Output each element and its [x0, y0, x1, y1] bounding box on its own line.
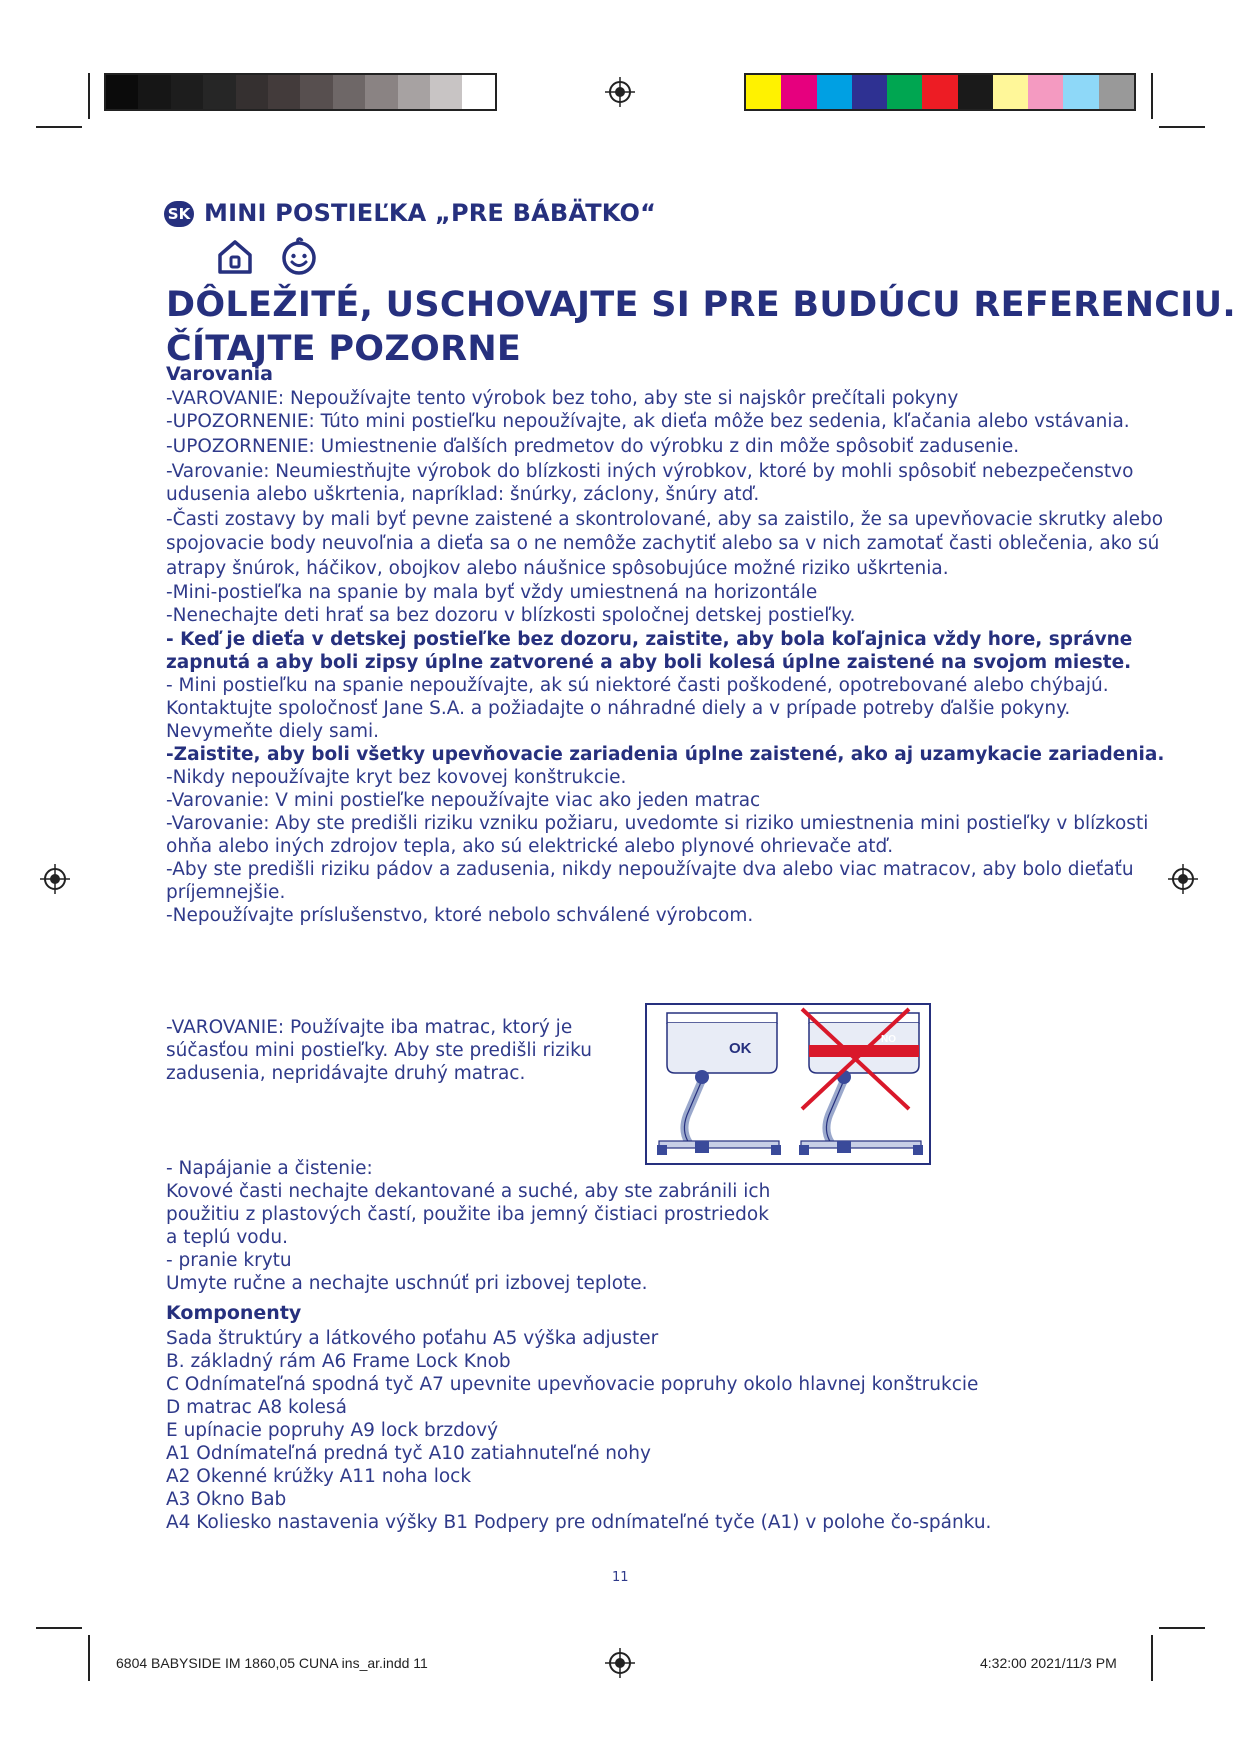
gray-swatch: [106, 75, 138, 109]
warning-line: -Nikdy nepoužívajte kryt bez kovovej konštrukcie.: [166, 767, 627, 788]
warning-line: -Nepoužívajte príslušenstvo, ktoré nebolo schválené výrobcom.: [166, 905, 754, 926]
crop-mark-bottom-right-h: [1159, 1627, 1205, 1629]
care-line: - Napájanie a čistenie:: [166, 1158, 373, 1179]
color-swatch: [887, 75, 922, 109]
component-line: A3 Okno Bab: [166, 1489, 287, 1510]
care-line: Kovové časti nechajte dekantované a suché, aby ste zabránili ich: [166, 1181, 771, 1202]
warning-line: -Časti zostavy by mali byť pevne zaistené a skontrolované, aby sa zaistilo, že sa upevňovacie skrutky alebo: [166, 509, 1164, 530]
crop-mark-top-left-v: [88, 73, 90, 119]
crop-mark-bottom-right-v: [1151, 1635, 1153, 1681]
warning-line-bold: zapnutá a aby boli zipsy úplne zatvorené a aby boli kolesá úplne zaistené na svojom mieste.: [166, 652, 1132, 673]
color-swatch: [746, 75, 781, 109]
mattress-warning-line: zadusenia, nepridávajte druhý matrac.: [166, 1063, 526, 1084]
color-swatch: [958, 75, 993, 109]
no-crib-drawing: [799, 1009, 923, 1155]
warning-line: -UPOZORNENIE: Túto mini postieľku nepoužívajte, ak dieťa môže bez sedenia, kľačania alebo vstávania.: [166, 411, 1130, 432]
gray-swatch: [268, 75, 300, 109]
mattress-warning-line: súčasťou mini postieľky. Aby ste predišli riziku: [166, 1040, 592, 1061]
color-swatch: [852, 75, 887, 109]
color-swatch: [993, 75, 1028, 109]
care-line: Umyte ručne a nechajte uschnúť pri izbovej teplote.: [166, 1273, 648, 1294]
gray-swatch: [333, 75, 365, 109]
mattress-illustration: [647, 1005, 929, 1163]
warning-line: Nevymeňte diely sami.: [166, 721, 380, 742]
crop-mark-top-right-h: [1159, 126, 1205, 128]
color-swatch: [1099, 75, 1134, 109]
footer-file-info: 6804 BABYSIDE IM 1860,05 CUNA ins_ar.indd 11: [116, 1655, 428, 1671]
component-line: A1 Odnímateľná predná tyč A10 zatiahnuteľné nohy: [166, 1443, 651, 1464]
grayscale-color-bar: [104, 73, 497, 111]
warning-line: ohňa alebo iných zdrojov tepla, ako sú elektrické alebo plynové ohrievače atď.: [166, 836, 894, 857]
color-swatch: [781, 75, 816, 109]
gray-swatch: [236, 75, 268, 109]
registration-mark-left: [40, 864, 70, 894]
care-line: použitiu z plastových častí, použite iba jemný čistiaci prostriedok: [166, 1204, 769, 1225]
registration-mark-right: [1168, 864, 1198, 894]
registration-mark-top: [605, 77, 635, 107]
page-number: 11: [612, 1570, 629, 1585]
warning-line: -Varovanie: Neumiestňujte výrobok do blízkosti iných výrobkov, ktoré by mohli spôsobiť nebezpečenstvo: [166, 461, 1134, 482]
warning-line: príjemnejšie.: [166, 882, 286, 903]
color-swatch: [922, 75, 957, 109]
warning-line: atrapy šnúrok, háčikov, obojkov alebo náušnice spôsobujúce možné riziko uškrtenia.: [166, 558, 949, 579]
color-swatch: [1028, 75, 1063, 109]
registration-mark-bottom: [605, 1648, 635, 1678]
components-heading: Komponenty: [166, 1302, 302, 1324]
warning-line: -VAROVANIE: Nepoužívajte tento výrobok bez toho, aby ste si najskôr prečítali pokyny: [166, 388, 959, 409]
warning-line: -Aby ste predišli riziku pádov a zadusenia, nikdy nepoužívajte dva alebo viac matracov, aby bolo dieťaťu: [166, 859, 1134, 880]
warning-line: -Varovanie: Aby ste predišli riziku vzniku požiaru, uvedomte si riziko umiestnenia mini postieľky v blízkosti: [166, 813, 1149, 834]
mattress-figure: [645, 1003, 931, 1165]
mattress-warning-line: -VAROVANIE: Používajte iba matrac, ktorý je: [166, 1017, 573, 1038]
component-line: D matrac A8 kolesá: [166, 1397, 347, 1418]
figure-no-label: NO: [881, 1034, 896, 1045]
warning-line-bold: -Zaistite, aby boli všetky upevňovacie zariadenia úplne zaistené, ako aj uzamykacie zariadenia.: [166, 744, 1165, 765]
warnings-heading: Varovania: [166, 363, 273, 385]
component-line: E upínacie popruhy A9 lock brzdový: [166, 1420, 499, 1441]
crop-mark-top-right-v: [1151, 73, 1153, 119]
main-title-line-1: DÔLEŽITÉ, USCHOVAJTE SI PRE BUDÚCU REFERENCIU.: [166, 285, 1236, 325]
warning-line-bold: - Keď je dieťa v detskej postieľke bez dozoru, zaistite, aby bola koľajnica vždy hore, správne: [166, 629, 1133, 650]
gray-swatch: [430, 75, 462, 109]
component-line: A4 Koliesko nastavenia výšky B1 Podpery pre odnímateľné tyče (A1) v polohe čo-spánku.: [166, 1512, 992, 1533]
warning-line: -Nenechajte deti hrať sa bez dozoru v blízkosti spoločnej detskej postieľky.: [166, 605, 856, 626]
care-line: - pranie krytu: [166, 1250, 292, 1271]
main-title-line-2: ČÍTAJTE POZORNE: [166, 329, 522, 369]
crop-mark-bottom-left-h: [36, 1627, 82, 1629]
color-swatch: [817, 75, 852, 109]
gray-swatch: [300, 75, 332, 109]
warning-line: -Mini-postieľka na spanie by mala byť vždy umiestnená na horizontále: [166, 582, 818, 603]
care-line: a teplú vodu.: [166, 1227, 288, 1248]
main-title: [166, 283, 1236, 371]
warning-line: spojovacie body neuvoľnia a dieťa sa o ne nemôže zachytiť alebo sa v nich zamotať časti oblečenia, ako sú: [166, 533, 1160, 554]
component-line: Sada štruktúry a látkového poťahu A5 výška adjuster: [166, 1328, 659, 1349]
gray-swatch: [171, 75, 203, 109]
process-color-bar: [744, 73, 1136, 111]
baby-face-icon: [278, 235, 320, 277]
warning-line: -UPOZORNENIE: Umiestnenie ďalších predmetov do výrobku z din môže spôsobiť zadusenie.: [166, 436, 1020, 457]
gray-swatch: [462, 75, 494, 109]
home-icon: [214, 235, 256, 277]
component-line: C Odnímateľná spodná tyč A7 upevnite upevňovacie popruhy okolo hlavnej konštrukcie: [166, 1374, 979, 1395]
crop-mark-bottom-left-v: [88, 1635, 90, 1681]
figure-ok-label: OK: [729, 1040, 752, 1057]
ok-crib-drawing: [657, 1013, 781, 1155]
gray-swatch: [203, 75, 235, 109]
component-line: A2 Okenné krúžky A11 noha lock: [166, 1466, 472, 1487]
gray-swatch: [138, 75, 170, 109]
component-line: B. základný rám A6 Frame Lock Knob: [166, 1351, 511, 1372]
product-title: MINI POSTIEĽKA „PRE BÁBÄTKO“: [204, 199, 657, 227]
language-badge: SK: [164, 201, 194, 227]
warning-line: udusenia alebo uškrtenia, napríklad: šnúrky, záclony, šnúry atď.: [166, 484, 760, 505]
crop-mark-top-left-h: [36, 126, 82, 128]
warning-line: -Varovanie: V mini postieľke nepoužívajte viac ako jeden matrac: [166, 790, 761, 811]
warning-line: Kontaktujte spoločnosť Jane S.A. a požiadajte o náhradné diely a v prípade potreby ďalšie pokyny.: [166, 698, 1071, 719]
footer-timestamp: 4:32:00 2021/11/3 PM: [980, 1655, 1117, 1671]
warning-line: - Mini postieľku na spanie nepoužívajte, ak sú niektoré časti poškodené, opotrebované alebo chýbajú.: [166, 675, 1109, 696]
color-swatch: [1063, 75, 1098, 109]
gray-swatch: [365, 75, 397, 109]
gray-swatch: [398, 75, 430, 109]
